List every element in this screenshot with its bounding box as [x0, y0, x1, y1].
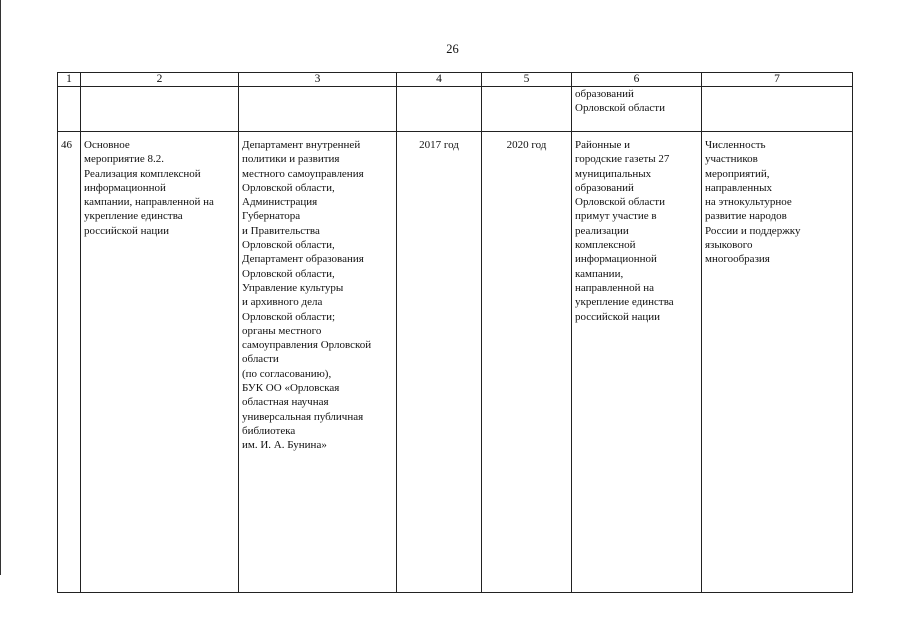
start-year-cell: 2017 год — [397, 132, 482, 593]
indicator-cell: Численность участников мероприятий, направленных на этнокультурное развитие народов России и поддержку языкового многообразия — [702, 132, 853, 593]
expected-result-cell: Районные и городские газеты 27 муниципальных образований Орловской области примут участие в реализации комплексной информационной кампании, направленной на укрепление единства российской нации — [572, 132, 702, 593]
column-number: 1 — [58, 73, 81, 87]
continuation-cell — [702, 87, 853, 132]
column-number: 3 — [239, 73, 397, 87]
column-number: 4 — [397, 73, 482, 87]
page-number: 26 — [446, 42, 459, 56]
continuation-row — [58, 87, 853, 132]
continuation-cell — [397, 87, 482, 132]
column-number: 6 — [572, 73, 702, 87]
document-table — [57, 72, 853, 593]
executors-cell: Департамент внутренней политики и развития местного самоуправления Орловской области, Администрация Губернатора и Правительства Орловской области, Департамент образования Орловской области, Управление культуры и архивного дела Орловской области; органы местного самоуправления Орловской области (по согласованию), БУК ОО «Орловская областная научная универсальная публичная библиотека им. И. А. Бунина» — [239, 132, 397, 593]
end-year-cell: 2020 год — [482, 132, 572, 593]
continuation-result-cell: образований Орловской области — [572, 87, 702, 132]
column-number: 2 — [81, 73, 239, 87]
column-number-row — [58, 73, 853, 87]
continuation-cell — [482, 87, 572, 132]
event-name-cell: Основное мероприятие 8.2. Реализация комплексной информационной кампании, направленной на укрепление единства российской нации — [81, 132, 239, 593]
page-edge-line — [0, 0, 1, 575]
continuation-cell — [239, 87, 397, 132]
column-number: 7 — [702, 73, 853, 87]
continuation-cell — [58, 87, 81, 132]
column-number: 5 — [482, 73, 572, 87]
table-row — [58, 132, 853, 593]
row-number-cell: 46 — [58, 132, 81, 593]
continuation-cell — [81, 87, 239, 132]
